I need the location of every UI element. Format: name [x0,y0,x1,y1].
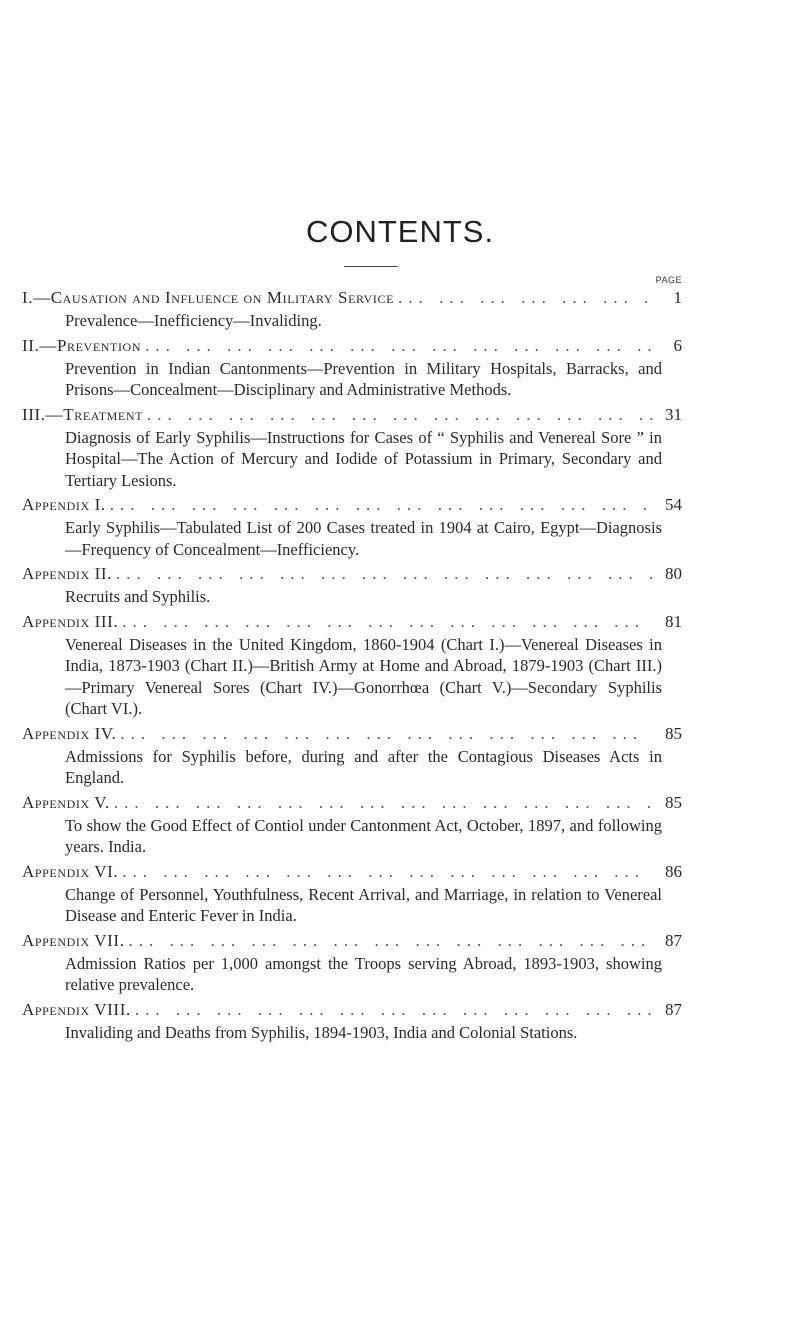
entry-title: Appendix III. [22,611,119,631]
toc-entry-appendix-4 [22,722,682,789]
entry-page-number: 1 [673,288,682,307]
dot-leader [106,493,654,517]
dot-leader [110,791,654,815]
entry-title: III.—Treatment [22,404,144,424]
page-title: CONTENTS. [305,214,495,249]
toc-entry-appendix-8 [22,998,682,1044]
toc-entry-chapter-3 [22,403,682,492]
entry-title: Appendix VI. [22,861,119,881]
entry-page-number: 80 [665,564,682,583]
dot-leader [116,722,654,746]
dot-leader [118,860,654,884]
entry-description: Admission Ratios per 1,000 amongst the Troops serving Abroad, 1893-1903, showing relative prevalence. [65,953,662,994]
entry-page-number: 54 [665,495,682,514]
toc-entry-appendix-7 [22,929,682,996]
entry-description: To show the Good Effect of Contiol under Cantonment Act, October, 1897, and following years. India. [65,815,662,856]
entry-description: Venereal Diseases in the United Kingdom, 1860-1904 (Chart I.)—Venereal Diseases in India, 1873-1903 (Chart II.)—British Army at Home and Abroad, 1879-1903 (Chart III.)—Primary Venereal Sores (Chart IV.)—Gonorrhœa (Chart V.)—Secondary Syphilis (Chart VI.). [65,634,662,718]
entry-description: Admissions for Syphilis before, during and after the Contagious Diseases Acts in England. [65,746,662,787]
entry-page-number: 81 [665,611,682,631]
entry-description: Prevalence—Inefficiency—Invaliding. [65,311,322,330]
dot-leader [125,929,654,953]
entry-page-number: 86 [665,861,682,881]
toc-entry-appendix-6 [22,860,682,927]
title-rule [344,266,398,267]
entry-description: Prevention in Indian Cantonments—Prevention in Military Hospitals, Barracks, and Prisons—Concealment—Disciplinary and Administrative Methods. [65,358,662,399]
entry-page-number: 85 [665,723,682,743]
toc-entry-appendix-1 [22,493,682,560]
dot-leader [112,562,654,586]
entry-page-number: 85 [665,792,682,812]
entry-page-number: 87 [665,999,682,1019]
entry-description: Invaliding and Deaths from Syphilis, 1894-1903, India and Colonial Stations. [65,1022,578,1042]
dot-leader [141,334,654,358]
dot-leader [131,998,654,1022]
table-of-contents [22,286,682,1045]
entry-title: I.—Causation and Influence on Military Service [22,288,395,307]
toc-entry-appendix-3 [22,610,682,720]
entry-page-number: 6 [673,335,682,355]
page-column-label: PAGE [655,275,682,285]
entry-title: Appendix IV. [22,723,117,743]
entry-title: II.—Prevention [22,335,142,355]
entry-title: Appendix I. [22,495,106,514]
toc-entry-chapter-1 [22,286,682,332]
entry-title: Appendix VIII. [22,999,131,1019]
entry-description: Early Syphilis—Tabulated List of 200 Cases treated in 1904 at Cairo, Egypt—Diagnosis—Frequency of Concealment—Inefficiency. [65,518,662,559]
dot-leader [143,403,654,427]
entry-description: Recruits and Syphilis. [65,587,211,606]
entry-title: Appendix VII. [22,930,125,950]
entry-description: Diagnosis of Early Syphilis—Instructions for Cases of “ Syphilis and Venereal Sore ” in Hospital—The Action of Mercury and Iodide of Potassium in Primary, Secondary and Tertiary Lesions. [65,427,662,490]
entry-description: Change of Personnel, Youthfulness, Recent Arrival, and Marriage, in relation to Venereal Disease and Enteric Fever in India. [65,884,662,925]
entry-title: Appendix V. [22,792,110,812]
dot-leader [118,610,654,634]
toc-entry-chapter-2 [22,334,682,401]
entry-title: Appendix II. [22,564,112,583]
toc-entry-appendix-2 [22,562,682,608]
dot-leader [394,286,654,310]
entry-page-number: 87 [665,930,682,950]
entry-page-number: 31 [665,404,682,424]
toc-entry-appendix-5 [22,791,682,858]
